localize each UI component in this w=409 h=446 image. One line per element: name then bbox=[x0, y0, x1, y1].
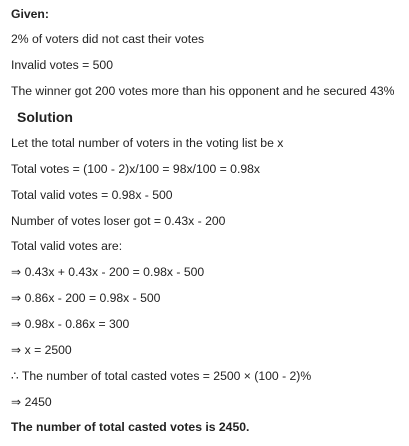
solution-step-3: ⇒ 0.98x - 0.86x = 300 bbox=[11, 317, 130, 331]
solution-step-4: ⇒ x = 2500 bbox=[11, 343, 72, 357]
solution-line-assumption: Let the total number of voters in the voting list be x bbox=[11, 136, 284, 150]
solution-line-loser-votes: Number of votes loser got = 0.43x - 200 bbox=[11, 214, 226, 228]
solution-step-1: ⇒ 0.43x + 0.43x - 200 = 0.98x - 500 bbox=[11, 265, 205, 279]
solution-conclusion: The number of total casted votes is 2450. bbox=[11, 420, 250, 434]
solution-step-6: ⇒ 2450 bbox=[11, 395, 52, 409]
solution-heading: Solution bbox=[17, 109, 73, 125]
given-line-winner: The winner got 200 votes more than his opponent and he secured 43% bbox=[11, 84, 395, 98]
solution-line-valid-votes-are: Total valid votes are: bbox=[11, 239, 123, 253]
given-heading: Given: bbox=[11, 7, 49, 21]
solution-step-5: ∴ The number of total casted votes = 2500 × (100 - 2)% bbox=[11, 369, 312, 383]
solution-step-2: ⇒ 0.86x - 200 = 0.98x - 500 bbox=[11, 291, 161, 305]
given-line-missed-votes: 2% of voters did not cast their votes bbox=[11, 32, 205, 46]
solution-line-total-votes: Total votes = (100 - 2)x/100 = 98x/100 = 0.98x bbox=[11, 162, 260, 176]
given-line-invalid-votes: Invalid votes = 500 bbox=[11, 58, 113, 72]
solution-line-valid-votes: Total valid votes = 0.98x - 500 bbox=[11, 188, 173, 202]
